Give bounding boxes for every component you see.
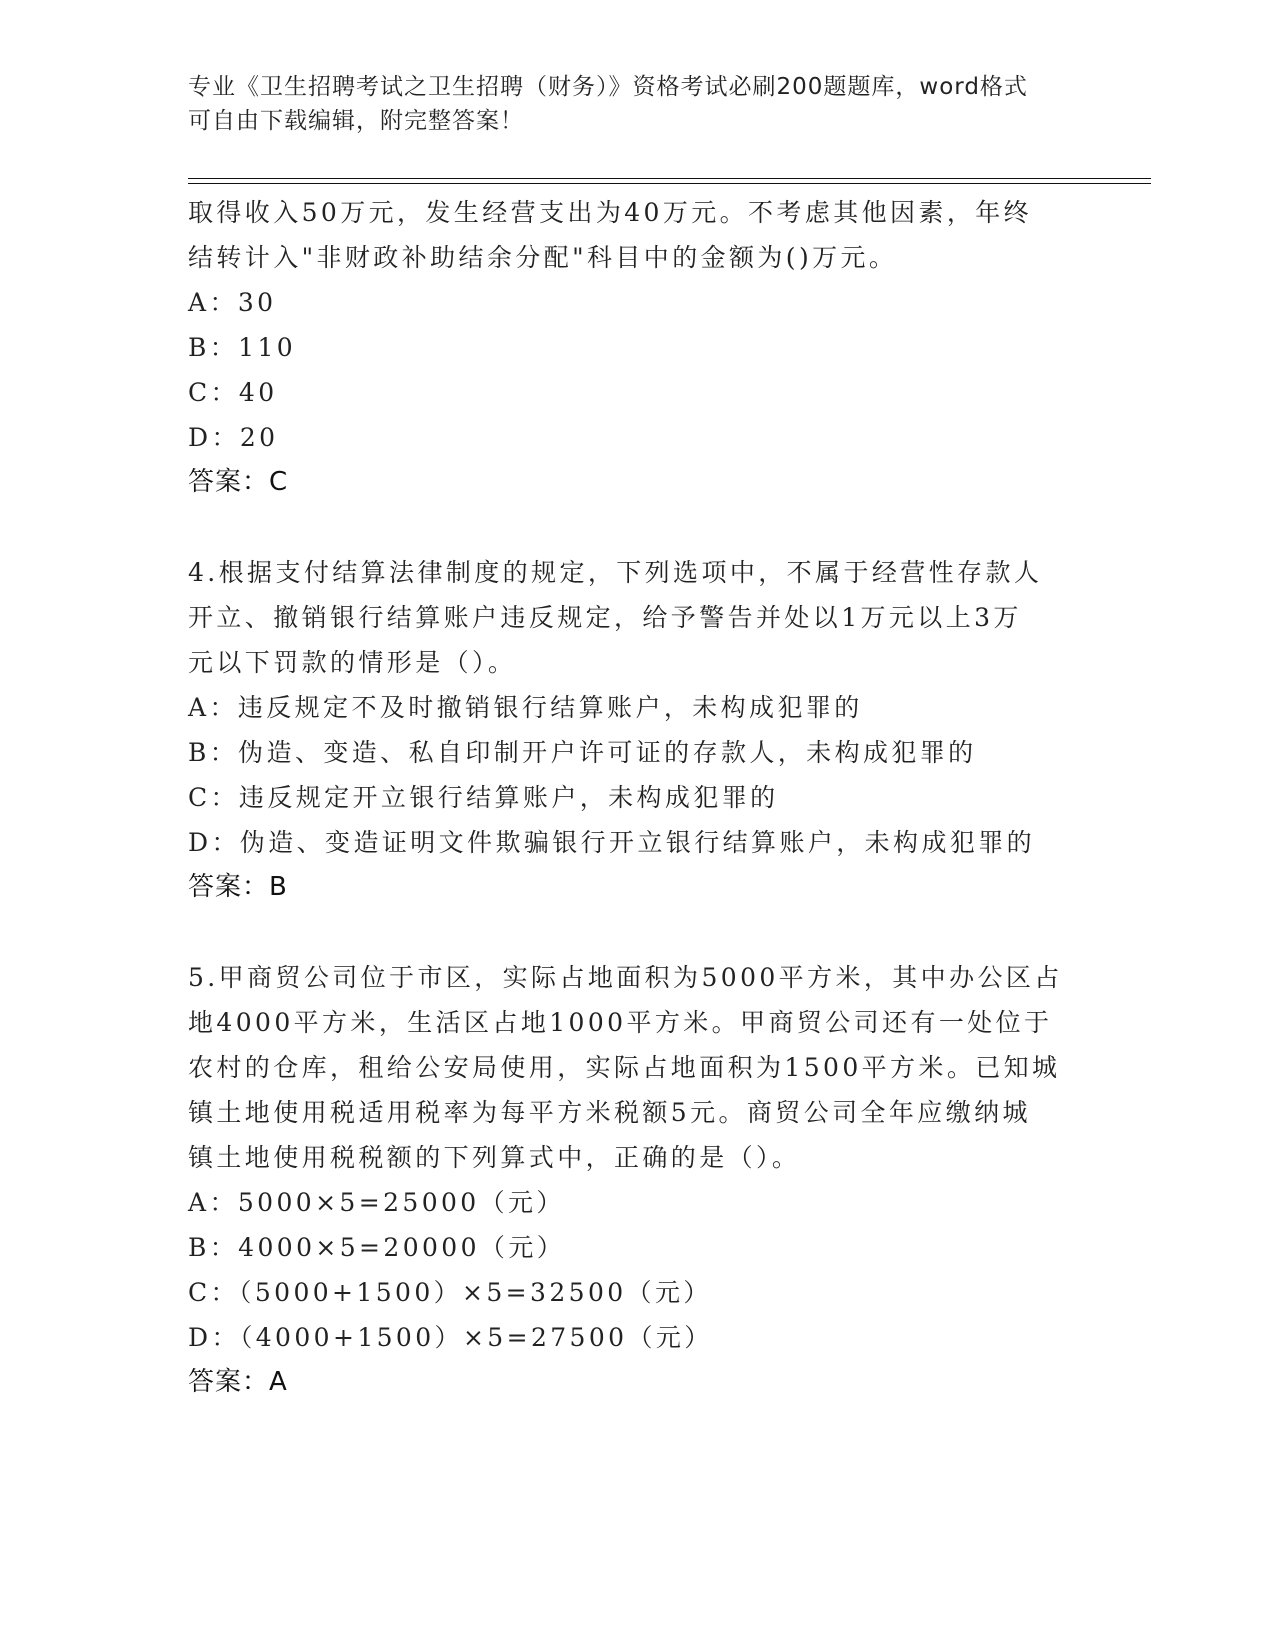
option-c: C：40: [188, 378, 278, 407]
page-header: [188, 70, 1088, 138]
option-a: A：30: [188, 288, 277, 317]
question-stem-line: 元以下罚款的情形是（）。: [188, 648, 517, 677]
question-stem-line: 结转计入"非财政补助结余分配"科目中的金额为()万元。: [188, 243, 898, 272]
question-5: [188, 955, 1088, 1405]
option-d: D：（4000+1500）×5=27500（元）: [188, 1323, 713, 1352]
question-stem-line: 地4000平方米，生活区占地1000平方米。甲商贸公司还有一处位于: [188, 1008, 1053, 1037]
question-stem-line: 农村的仓库，租给公安局使用，实际占地面积为1500平方米。已知城: [188, 1053, 1061, 1082]
header-divider-top: [188, 178, 1151, 179]
option-b: B：110: [188, 333, 297, 362]
option-d: D：伪造、变造证明文件欺骗银行开立银行结算账户，未构成犯罪的: [188, 828, 1036, 857]
question-stem-line: 镇土地使用税税额的下列算式中，正确的是（）。: [188, 1143, 801, 1172]
question-spacer: [188, 910, 1088, 955]
question-stem-line: 取得收入50万元，发生经营支出为40万元。不考虑其他因素，年终: [188, 198, 1033, 227]
option-b: B：4000×5=20000（元）: [188, 1233, 566, 1262]
answer-line: 答案：A: [188, 1367, 288, 1397]
option-c: C：违反规定开立银行结算账户，未构成犯罪的: [188, 783, 779, 812]
question-4: [188, 550, 1088, 910]
option-b: B：伪造、变造、私自印制开户许可证的存款人，未构成犯罪的: [188, 738, 977, 767]
question-3: [188, 190, 1088, 505]
question-spacer: [188, 505, 1088, 550]
question-stem-line: 4.根据支付结算法律制度的规定，下列选项中，不属于经营性存款人: [188, 558, 1043, 587]
question-stem-line: 开立、撤销银行结算账户违反规定，给予警告并处以1万元以上3万: [188, 603, 1022, 632]
option-a: A：违反规定不及时撤销银行结算账户，未构成犯罪的: [188, 693, 863, 722]
question-stem-line: 5.甲商贸公司位于市区，实际占地面积为5000平方米，其中办公区占: [188, 963, 1063, 992]
answer-line: 答案：B: [188, 872, 288, 902]
header-line-1: 专业《卫生招聘考试之卫生招聘（财务）》资格考试必刷200题题库，word格式: [188, 74, 1028, 100]
answer-line: 答案：C: [188, 467, 289, 497]
header-line-2: 可自由下载编辑，附完整答案！: [188, 108, 524, 134]
document-body: [188, 190, 1088, 1405]
option-a: A：5000×5=25000（元）: [188, 1188, 565, 1217]
header-divider-bottom: [188, 183, 1151, 184]
question-stem-line: 镇土地使用税适用税率为每平方米税额5元。商贸公司全年应缴纳城: [188, 1098, 1031, 1127]
option-d: D：20: [188, 423, 279, 452]
option-c: C：（5000+1500）×5=32500（元）: [188, 1278, 712, 1307]
